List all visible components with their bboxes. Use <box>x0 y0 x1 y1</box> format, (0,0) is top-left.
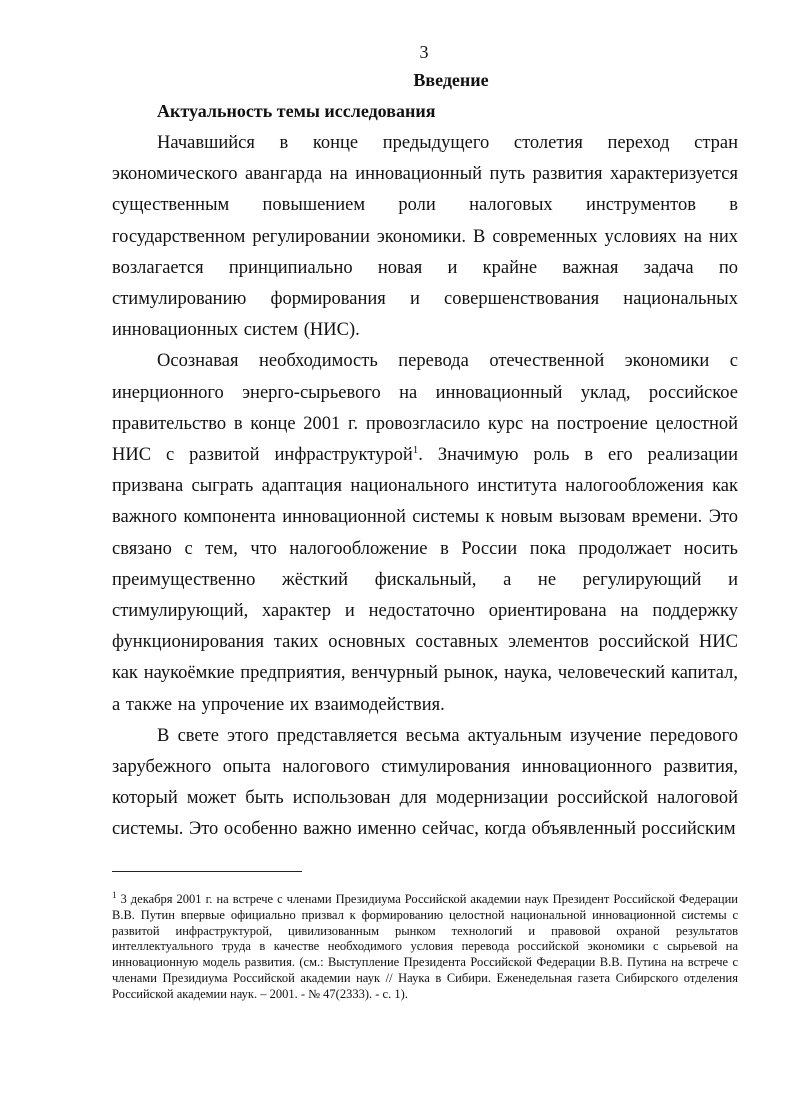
paragraph-2-text-start: Осознавая необходимость перевода отечественной экономики с инерционного энерго-сырьевого на инновационный уклад, российское правительство в конце 2001 г. провозгласило курс на построение целостной НИС с развитой инфраструктурой <box>112 351 738 466</box>
footnote-text: 3 декабря 2001 г. на встрече с членами Президиума Российской академии наук Президент Российской Федерации В.В. Путин впервые официально призвал к формированию целостной национальной инновационной системы с развитой инфраструктурой, цивилизованным рынком технологий и правовой охраной результатов интеллектуального труда в качестве необходимого условия перевода российской экономики с сырьевой на инновационную модель развития. (см.: Выступление Президента Российской Федерации В.В. Путина на встрече с членами Президиума Российской академии наук // Наука в Сибири. Еженедельная газета Сибирского отделения Российской академии наук. – 2001. - № 47(2333). - с. 1). <box>112 892 738 1001</box>
body-text <box>112 128 738 846</box>
footnote-reference[interactable]: 1 <box>412 443 419 456</box>
footnote <box>112 889 738 1003</box>
chapter-title: Введение <box>413 70 489 90</box>
section-title: Актуальность темы исследования <box>157 101 436 121</box>
footnote-separator <box>112 871 302 872</box>
paragraph-2-text-end: . Значимую роль в его реализации призвана сыграть адаптация национального института налогообложения как важного компонента инновационной системы к новым вызовам времени. Это связано с тем, что налогообложение в России пока продолжает носить преимущественно жёсткий фискальный, а не регулирующий и стимулирующий, характер и недостаточно ориентирована на поддержку функционирования таких основных составных элементов российской НИС как наукоёмкие предприятия, венчурный рынок, наука, человеческий капитал, а также на упрочение их взаимодействия. <box>112 445 738 715</box>
paragraph-3: В свете этого представляется весьма актуальным изучение передового зарубежного опыта налогового стимулирования инновационного развития, который может быть использован для модернизации российской налоговой системы. Это особенно важно именно сейчас, когда объявленный российским <box>112 725 738 840</box>
page-number: 3 <box>419 42 429 62</box>
footnote-mark: 1 <box>112 889 117 900</box>
paragraph-2 <box>112 346 738 720</box>
paragraph-1: Начавшийся в конце предыдущего столетия переход стран экономического авангарда на инновационный путь развития характеризуется существенным повышением роли налоговых инструментов в государственном регулировании экономики. В современных условиях на них возлагается принципиально новая и крайне важная задача по стимулированию формирования и совершенствования национальных инновационных систем (НИС). <box>112 133 738 341</box>
